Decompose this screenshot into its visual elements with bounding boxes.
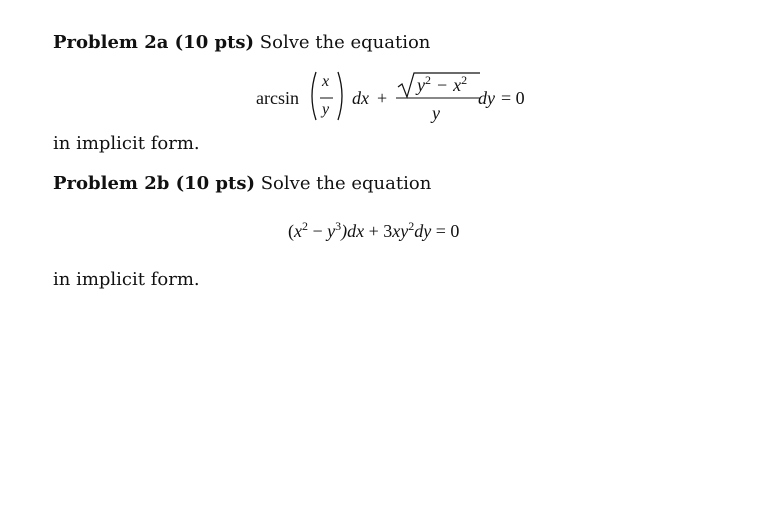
problem-2b-equation: $(x^2 - y^3)dx + 3xy^2dy = 0$: [288, 219, 460, 241]
main-fraction-bar: [396, 97, 480, 99]
fraction-numerator: x: [322, 73, 330, 90]
fraction-denominator: y: [322, 101, 330, 118]
problem-2a-label: Problem 2a (10 pts): [53, 32, 255, 53]
dy-term: dy: [478, 88, 495, 108]
fraction-bar: [320, 97, 334, 99]
main-denominator: y: [432, 103, 440, 123]
dx-term: dx: [352, 88, 369, 108]
problem-2b-label: Problem 2b (10 pts): [53, 173, 255, 194]
problem-2b-heading: [53, 175, 431, 193]
problem-2b-trailing: in implicit form.: [53, 269, 200, 290]
arcsin-function: arcsin: [256, 88, 299, 108]
problem-2b-instruction: Solve the equation: [260, 173, 432, 194]
left-paren: [308, 71, 318, 121]
problem-2a-equation: [256, 66, 546, 126]
radicand: $y^2 - x^2$: [417, 73, 468, 95]
problem-2a-instruction: Solve the equation: [259, 32, 431, 53]
problem-2a-heading: [53, 34, 430, 52]
right-paren: [336, 71, 346, 121]
equals-zero: = 0: [501, 88, 525, 108]
problem-2a-trailing: in implicit form.: [53, 133, 200, 154]
plus-sign: +: [377, 88, 388, 108]
